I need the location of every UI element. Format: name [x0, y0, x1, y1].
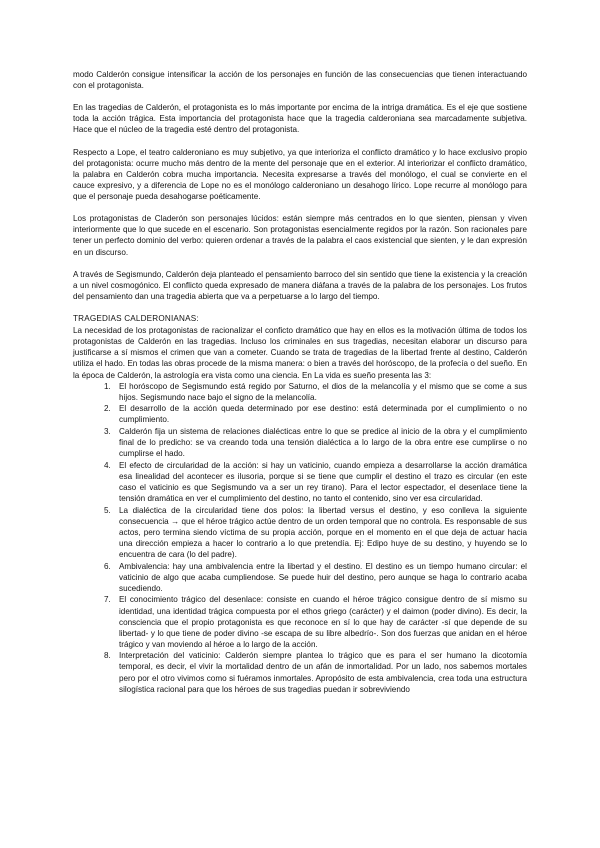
paragraph-lucid-protagonists: Los protagonistas de Claderón son personajes lúcidos: están siempre más centrados en lo que sienten, piensan y viven interiormente que lo que sucede en el escenario. Son protagonistas esencialmente regidos por la razón. Son racionales pare tener un perfecto dominio del verbo: quieren ordenar a través de la palabra el caos existencial que sienten, y le dan expresión en un discurso. — [73, 214, 527, 257]
section-intro: La necesidad de los protagonistas de racionalizar el conficto dramático que hay en ellos es la motivación última de todos los protagonistas de Calderón en las tragedias. Incluso los criminales en sus tragedias, necesitan elaborar un discurso para justificarse a sí mismos el crimen que van a cometer. Cuando se trata de tragedias de la libertad frente al destino, Calderón utiliza el hado. En todas las obras procede de la misma manera: o bien a través del horóscopo, de la profecía o del sueño. En la época de Calderón, la astrología era vista como una ciencia. En La vida es sueño presenta las 3: — [73, 326, 527, 380]
list-item: 5. La dialéctica de la circularidad tiene dos polos: la libertad versus el destino, y eso conlleva la siguiente consecuencia → que el héroe trágico actúe dentro de un orden temporal que no controla. Es responsable de sus actos, pero termina siendo víctima de su propia acción, porque en el momento en el que deja de actuar hacia una dirección empieza a hacer lo contrario a lo que pretendía. Ej: Edipo huye de su destino, y huyendo se lo encuentra de cara (lo del padre). — [113, 505, 527, 560]
paragraph-continuation: modo Calderón consigue intensificar la acción de los personajes en función de las consecuencias que tienen interactuando con el protagonista. — [73, 70, 527, 91]
list-item: 8. Interpretación del vaticinio: Calderón siempre plantea lo trágico que es para el ser humano la dicotomía temporal, es decir, el vivir la mortalidad dentro de un afán de inmortalidad. Por un lado, nos sabemos mortales pero por el otro vivimos como si fuéramos inmortales. Apropósito de esta ambivalencia, crea toda una estructura silogística racional para que los héroes de sus tragedias puedan ir sobreviviendo — [113, 650, 527, 694]
list-item: 7. El conocimiento trágico del desenlace: consiste en cuando el héroe trágico consigue dentro de sí mismo su identidad, una identidad trágica compuesta por el ethos griego (carácter) y el daimon (poder divino). Es decir, la consciencia que el propio protagonista es que reconoce en sí lo que hay de carácter -sí que depende de su libertad- y lo que tiene de poder divino -se escapa de su libre albedrío-. Son dos fuerzas que anidan en el héroe trágico y van moviendo al héroe a lo largo de la acción. — [113, 594, 527, 649]
list-item: 2. El desarrollo de la acción queda determinado por ese destino: está determinada por el cumplimiento o no cumplimiento. — [113, 403, 527, 425]
list-item: 6. Ambivalencia: hay una ambivalencia entre la libertad y el destino. El destino es un tiempo humano circular: el vaticinio de algo que acaba cumpliendose. Se puede huir del destino, pero aunque se haga lo contrario acaba sucediendo. — [113, 561, 527, 594]
list-item: 3. Calderón fija un sistema de relaciones dialécticas entre lo que se predice al inicio de la obra y el cumplimiento final de lo predicho: se va creando toda una tensión dialéctica a lo largo de la obra entre ese cumplirse o no cumplirse el hado. — [113, 426, 527, 459]
paragraph-lope-comparison: Respecto a Lope, el teatro calderoniano es muy subjetivo, ya que interioriza el conflicto dramático y lo hace exclusivo propio del protagonista: ocurre mucho más dentro de la mente del personaje que en el exterior. Al interiorizar el conflicto dramático, la palabra en Calderón cobra mucha importancia. Necesita expresarse a través del monólogo, el cual se convierte en el cauce expresivo, y a diferencia de Lope no es el monólogo calderoniano un desahogo lírico. Lope recurre al monólogo para que el personaje pueda desahogarse poéticamente. — [73, 147, 527, 202]
list-item: 4. El efecto de circularidad de la acción: si hay un vaticinio, cuando empieza a desarrollarse la acción dramática esa linealidad del acontecer es ilusoria, porque si se tiene que cumplir el destino el trazo es circular (en este caso el vaticinio es que Segismundo va a ser un rey tirano). Para el lector espectador, el desenlace tiene la tensión dramática en ver el cumplimiento del destino, no tanto el contenido, sino ver esa circularidad. — [113, 460, 527, 504]
section-heading: TRAGEDIAS CALDERONIANAS: — [73, 314, 199, 324]
paragraph-segismundo: A través de Segismundo, Calderón deja planteado el pensamiento barroco del sin sentido que tiene la existencia y la creación a un nivel cosmogónico. El conflicto queda expresado de manera diáfana a través de la palabra de los personajes. Los frutos del pensamiento dan una tragedia abierta que va a perpetuarse a lo largo del tiempo. — [73, 269, 527, 301]
numbered-list — [73, 381, 527, 695]
paragraph-protagonist: En las tragedias de Calderón, el protagonista es lo más importante por encima de la intriga dramática. Es el eje que sostiene toda la acción trágica. Esta importancia del protagonista hace que la tragedia calderoniana sea marcadamente subjetiva. Hace que el núcleo de la tragedia esté dentro del protagonista. — [73, 103, 527, 135]
list-item: 1. El horóscopo de Segismundo está regido por Saturno, el dios de la melancolía y el mismo que se come a sus hijos. Segismundo nace bajo el signo de la melancolía. — [113, 381, 527, 403]
